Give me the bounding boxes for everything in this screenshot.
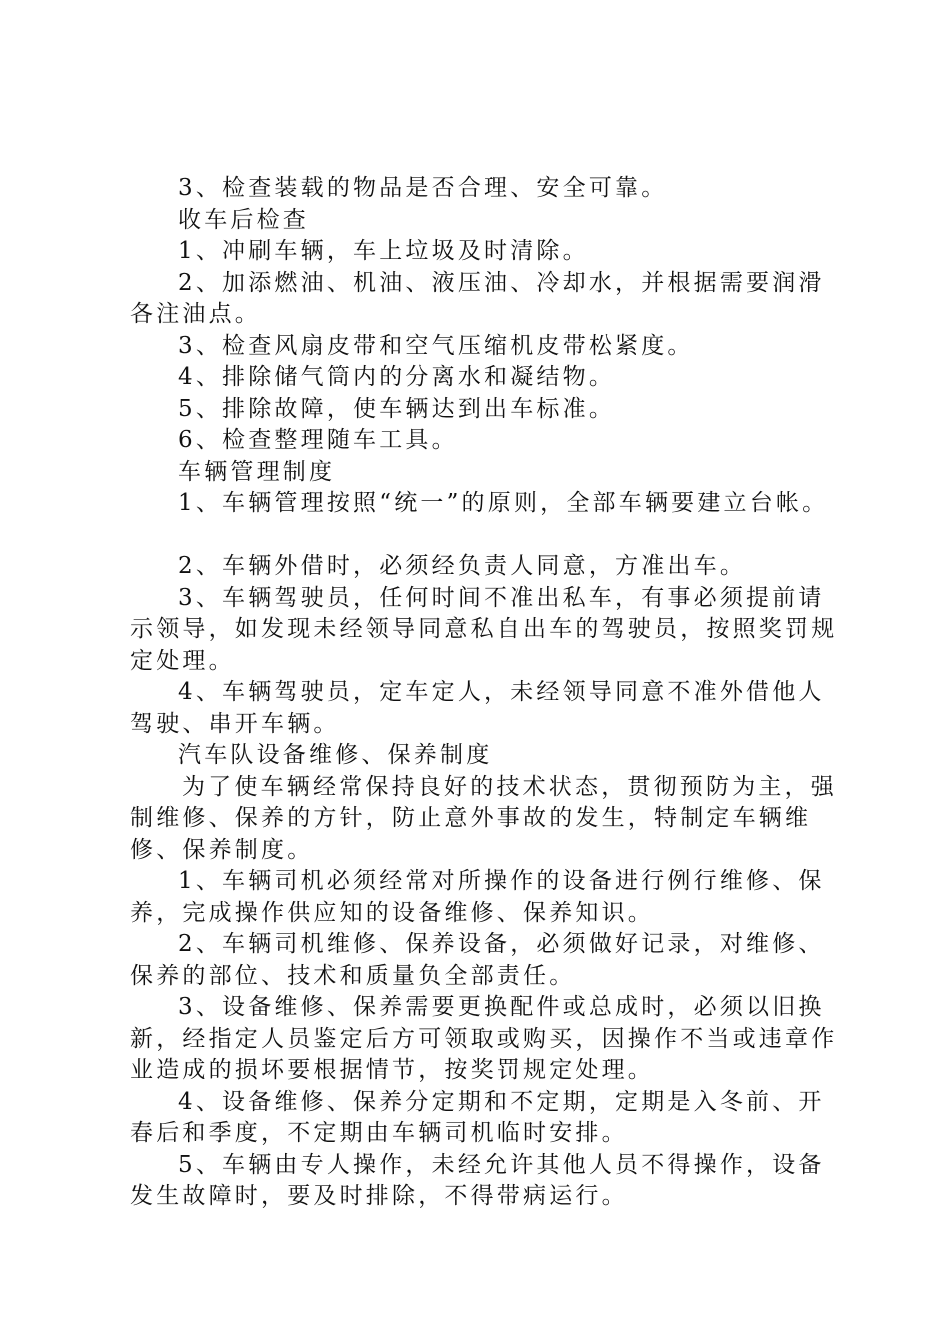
section-heading-maintenance: 汽车队设备维修、保养制度 bbox=[178, 742, 493, 768]
maintenance-item-3: 3、设备维修、保养需要更换配件或总成时，必须以旧换新，经指定人员鉴定后方可领取或购买，因操作不当或违章作业造成的损坏要根据情节，按奖罚规定处理。 bbox=[130, 994, 838, 1083]
maintenance-item-2: 2、车辆司机维修、保养设备，必须做好记录，对维修、保养的部位、技术和质量负全部责任。 bbox=[130, 931, 825, 989]
maintenance-intro: 为了使车辆经常保持良好的技术状态，贯彻预防为主，强制维修、保养的方针，防止意外事故的发生，特制定车辆维修、保养制度。 bbox=[130, 773, 837, 863]
maintenance-item-5: 5、车辆由专人操作，未经允许其他人员不得操作，设备发生故障时，要及时排除，不得带病运行。 bbox=[130, 1151, 825, 1209]
management-item-1: 1、车辆管理按照“统一”的原则，全部车辆要建立台帐。 bbox=[178, 490, 829, 516]
section-heading-vehicle-management: 车辆管理制度 bbox=[178, 458, 336, 485]
check-item-3: 3、检查装载的物品是否合理、安全可靠。 bbox=[178, 175, 668, 201]
post-trip-item-2: 2、加添燃油、机油、液压油、冷却水，并根据需要润滑各注油点。 bbox=[130, 269, 825, 327]
post-trip-item-5: 5、排除故障，使车辆达到出车标准。 bbox=[178, 395, 616, 422]
maintenance-item-1: 1、车辆司机必须经常对所操作的设备进行例行维修、保养，完成操作供应知的设备维修、保养知识。 bbox=[130, 868, 825, 926]
paragraph-gap bbox=[130, 520, 850, 552]
post-trip-item-3: 3、检查风扇皮带和空气压缩机皮带松紧度。 bbox=[178, 332, 694, 359]
maintenance-item-4: 4、设备维修、保养分定期和不定期，定期是入冬前、开春后和季度，不定期由车辆司机临时安排。 bbox=[130, 1088, 825, 1146]
post-trip-item-1: 1、冲刷车辆，车上垃圾及时清除。 bbox=[178, 238, 589, 264]
post-trip-item-6: 6、检查整理随车工具。 bbox=[178, 427, 458, 453]
post-trip-item-4: 4、排除储气筒内的分离水和凝结物。 bbox=[178, 364, 616, 390]
document-body bbox=[130, 173, 850, 1213]
management-item-3: 3、车辆驾驶员，任何时间不准出私车，有事必须提前请示领导，如发现未经领导同意私自出车的驾驶员，按照奖罚规定处理。 bbox=[130, 584, 838, 674]
section-heading-post-trip-check: 收车后检查 bbox=[178, 206, 309, 233]
management-item-2: 2、车辆外借时，必须经负责人同意，方准出车。 bbox=[178, 553, 747, 579]
management-item-4: 4、车辆驾驶员，定车定人，未经领导同意不准外借他人驾驶、串开车辆。 bbox=[130, 679, 825, 737]
